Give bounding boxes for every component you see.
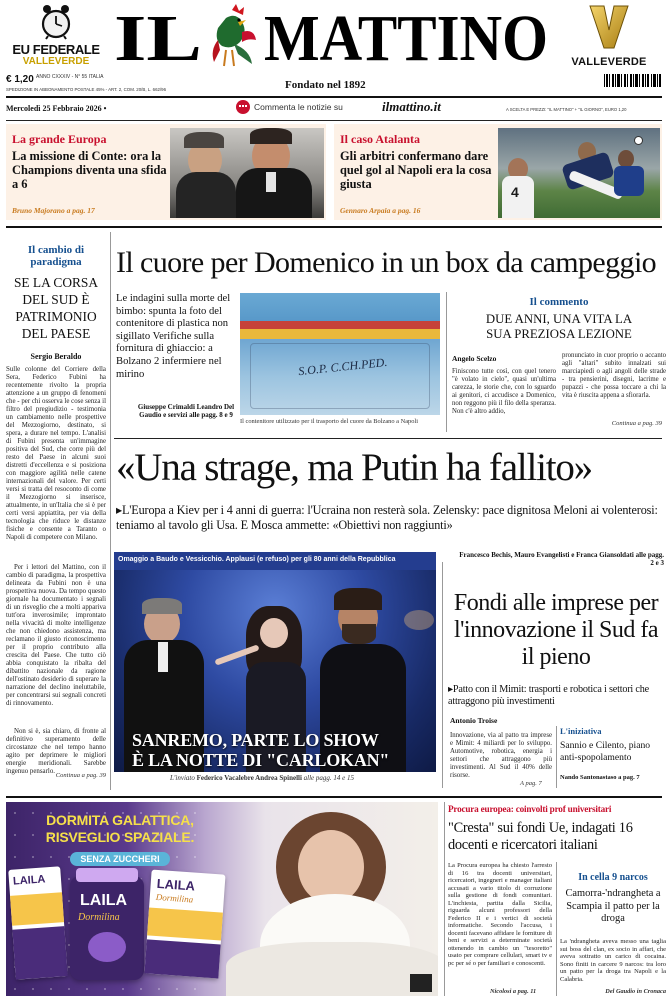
commentary bbox=[452, 292, 666, 434]
masthead-rule bbox=[6, 96, 662, 98]
price-note: ANNO CXXXIV - N° 55 ITALIA bbox=[36, 74, 104, 80]
main-headline[interactable]: «Una strage, ma Putin ha fallito» bbox=[116, 446, 592, 489]
left-column-headline[interactable]: SE LA CORSA DEL SUD È PATRIMONIO DEL PAESE bbox=[13, 275, 99, 341]
camorra-headline: Camorra-'ndrangheta a Scampia il patto per la droga bbox=[565, 888, 661, 924]
sanremo-credit-pages: alle pagg. 14 e 15 bbox=[303, 774, 355, 782]
initiative-headline: Sannio e Cilento, piano anti-spopolamento bbox=[560, 740, 651, 763]
business-headline[interactable]: Fondi alle imprese per l'innovazione il Sud fa il pieno bbox=[453, 590, 659, 670]
initiative-kicker: L'iniziativa bbox=[560, 726, 602, 736]
advert-maker-logo-icon bbox=[410, 974, 432, 992]
procura-kicker: Procura europea: coinvolti prof universitari bbox=[448, 804, 612, 814]
commentary-body: Finiscono tutte così, con quel tenero "è volato in cielo", quasi un'ultima carezza, le storie che, con lo sguardo ai genitori, ci accudisce a Domenico, non reggono più il filo della speranza. Non c'è altro addio, bbox=[452, 368, 556, 415]
initiative-divider bbox=[556, 726, 557, 788]
left-column-kicker: Il cambio di paradigma bbox=[27, 244, 85, 268]
product-box-left: LAILA bbox=[8, 866, 68, 979]
commentary-kicker: Il commento bbox=[529, 296, 589, 308]
teaser-left-headline: La missione di Conte: ora la Champions diventa una sfida a 6 bbox=[12, 149, 167, 191]
founded-line: Fondato nel 1892 bbox=[285, 79, 366, 91]
business-continue[interactable]: A pag. 7 bbox=[520, 780, 542, 787]
atalanta-photo: 4 bbox=[498, 128, 660, 218]
sanremo-credit bbox=[170, 774, 436, 782]
left-column-body: Sulle colonne del Corriere della Sera, Federico Fubini ha recentemente rivolto la propria attenzione a un gruppo di fenomeni che - per chi osserva le cose senza il filtro del pregiudizio - testimonia un cambiamento nelle prospettive del Mezzogiorno, destinato, si spera, a durare nel tempo. L'analisi di Fubini presenta un'immagine positiva del Sud, che corre più del resto del Paese in alcuni suoi distretti d'eccellenza e si posiziona con maggiore agilità nelle catene internazionali del valore. Per certi versi si tratta del resoconto di come il Mezzogiorno si inserisce, attualmente, in un'Italia che si è per certi versi appiattita, per via della tecnologia che riduce le distanze fisiche e consente a Taranto o Napoli di competere con Milano. bbox=[6, 366, 106, 541]
product-jar-brand: LAILA bbox=[80, 892, 128, 909]
heart-box-photo bbox=[240, 293, 440, 415]
teaser-left[interactable] bbox=[6, 124, 326, 220]
teaser-right-headline: Gli arbitri confermano dare quel gol al Napoli era la cosa giusta bbox=[340, 149, 492, 191]
teaser-right[interactable] bbox=[334, 124, 662, 220]
procura-headline[interactable]: "Cresta" sui fondi Ue, indagati 16 docenti e ricercatori italiani bbox=[448, 820, 633, 853]
rooster-logo-icon bbox=[204, 4, 260, 68]
advert-badge: SENZA ZUCCHERI bbox=[70, 852, 170, 866]
business-divider bbox=[442, 562, 443, 788]
left-column-body-2: Per i lettori del Mattino, con il cambio di paradigma, la prospettiva delineata da Fubini non è una prospettiva nuova. Da tempo questo giornale ha documentato i segnali di un risveglio che a molti appariva tutt'ora inverosimile; improntato nella vivacità di molte intelligenze che non chiedono assistenza, ma reclamano il giusto riconoscimento per il proprio contributo alla crescita del Paese. Che tutto ciò abbia conquistato la ribalta del dibattito nazionale da ragione dell'ostinato desiderio di superare la narrazione del declino ineluttabile, per concentrarsi sui segnali concreti di rinnovamento. bbox=[6, 564, 106, 707]
right-promo[interactable] bbox=[556, 4, 662, 70]
business-author: Antonio Troise bbox=[450, 716, 498, 725]
teaser-rule bbox=[6, 226, 662, 228]
box-handwriting: S.O.P. C.CH.PED. bbox=[297, 354, 388, 379]
left-column bbox=[6, 232, 106, 792]
sanremo-headline-1: SANREMO, PARTE LO SHOW bbox=[132, 730, 379, 750]
procura-body: La Procura europea ha chiesto l'arresto di 16 tra docenti universitari, ricercatori, ingegneri e manager italiani accusati a vario titolo di corruzione sulla gestione di fondi comunitari. L'inchiesta, partita dalla Sicilia, riguarda alcuni professori della Federico II e i vertici di società informatiche. Secondo l'accusa, i docenti facevano affidare le forniture di beni e servizi a determinate società ottenendo in cambio un "tesoretto" usato per comprare cellulari, smart tv e pc per sé o per familiari e conoscenti. bbox=[448, 862, 552, 967]
commentary-headline[interactable]: DUE ANNI, UNA VITA LA SUA PREZIOSA LEZIONE bbox=[485, 312, 633, 341]
main-headline-rule bbox=[114, 438, 662, 439]
laila-advert[interactable] bbox=[6, 802, 438, 996]
comment-bubble-dots bbox=[239, 105, 247, 108]
camorra-byline[interactable]: Del Gaudio in Cronaca bbox=[605, 988, 666, 995]
camorra-kicker: In cella 9 narcos bbox=[578, 872, 648, 883]
product-jar-name: Dormilina bbox=[78, 912, 120, 923]
business-body: Innovazione, via al patto tra imprese e Mimit: 4 miliardi per lo sviluppo. Automotive, robotica, energia i settori che attraggono più investimenti. Al Sud il 40% delle risorse. bbox=[450, 732, 552, 779]
sanremo-banner: Omaggio a Baudo e Vessicchio. Applausi (e refuso) per gli 80 anni della Repubblica bbox=[118, 556, 396, 563]
left-column-author: Sergio Beraldo bbox=[30, 352, 82, 361]
postal-note: SPEDIZIONE IN ABBONAMENTO POSTALE 45% - ART. 2, COM. 20/B, L. 662/96 bbox=[6, 87, 167, 92]
initiative-byline: Nando Santonastaso a pag. 7 bbox=[560, 774, 640, 781]
teaser-left-byline: Bruno Majorano a pag. 17 bbox=[12, 206, 95, 215]
teaser-right-kicker: Il caso Atalanta bbox=[340, 132, 421, 146]
advert-slogan-2: RISVEGLIO SPAZIALE. bbox=[45, 829, 195, 845]
left-column-divider bbox=[110, 232, 111, 790]
right-note: A SCELTA E PREZZI: "IL MATTINO" + "IL GIORNO", EURO 1,20 bbox=[506, 107, 627, 112]
sanremo-headline-2: È LA NOTTE DI "CARLOKAN" bbox=[132, 750, 390, 770]
left-promo[interactable] bbox=[6, 4, 106, 70]
lead-byline: Giuseppe Crimaldi Leandro Del Gaudio e servizi alle pagg. 8 e 9 bbox=[137, 403, 235, 420]
commentary-body-2: pronunciato in cuor proprio o accanto agli "altari" subito innalzati sui marciapiedi o agli angoli delle strade - tra pensierini, disegni, lacrime e pupazzi - che possa toccare a chi la vita è riuscita appena a sfiorarla. bbox=[562, 352, 666, 399]
left-column-continue[interactable]: Continua a pag. 39 bbox=[55, 772, 106, 779]
sanremo-credit-lead: L'inviato bbox=[170, 774, 195, 782]
right-promo-brand: VALLEVERDE bbox=[571, 56, 647, 68]
left-column-body-3: Non si è, sia chiaro, di fronte al definitivo superamento delle circostanze che nel tempo hanno agito per deprimere le migliori energie meridionali. Sarebbe ingenuo pensarlo. bbox=[6, 728, 106, 775]
advert-slogan-1: DORMITA GALATTICA, bbox=[46, 812, 194, 828]
product-box-right: LAILA Dormilina bbox=[144, 870, 225, 979]
camorra-divider bbox=[556, 862, 557, 996]
lead-headline[interactable]: Il cuore per Domenico in un box da campeggio bbox=[116, 246, 657, 279]
valleverde-logo-icon bbox=[588, 4, 630, 50]
comment-prompt[interactable] bbox=[236, 100, 476, 116]
svg-text:MATTINO: MATTINO bbox=[264, 4, 548, 68]
date-line: Mercoledì 25 Febbraio 2026 • bbox=[6, 104, 107, 113]
advert-photo bbox=[236, 802, 438, 996]
site-name[interactable]: ilmattino.it bbox=[382, 99, 441, 114]
barcode-icon bbox=[604, 74, 662, 90]
camorra-body: La 'ndrangheta aveva messo una taglia sui boss del clan, ex socio in affari, che aveva sottratto un carico di cocaina. Sono finiti in carcere 9 narcos: tra loro un patto per la droga tra Napoli e la Calabria. bbox=[560, 938, 666, 983]
clock-icon bbox=[40, 4, 72, 40]
comment-prompt-text: Commenta le notizie su bbox=[254, 102, 343, 112]
svg-text:IL: IL bbox=[114, 4, 202, 68]
price: € 1,20 bbox=[6, 74, 34, 85]
camorra[interactable] bbox=[560, 872, 666, 998]
commentary-continue[interactable]: Continua a pag. 39 bbox=[611, 420, 662, 427]
product-jar bbox=[70, 876, 144, 980]
business-deck: ▸Patto con il Mimit: trasporti e robotica i settori che attraggono più investimenti bbox=[448, 684, 649, 708]
sanremo-credit-names: Federico Vacalebre Andrea Spinelli bbox=[196, 774, 302, 782]
masthead-title[interactable] bbox=[112, 4, 552, 68]
left-promo-title: EU FEDERALE bbox=[12, 42, 100, 57]
bottom-section-rule bbox=[6, 796, 662, 798]
lead-photo-caption: Il contenitore utilizzato per il trasporto del cuore da Bolzano a Napoli bbox=[240, 418, 418, 425]
lead-summary: Le indagini sulla morte del bimbo: spunta la foto del contenitore di plastica non sigillato Verifiche sulla fornitura di ghiaccio: a Bolzano 2 infermiere nel mirino bbox=[116, 293, 231, 380]
advert-divider bbox=[444, 802, 445, 996]
commentary-divider bbox=[446, 292, 447, 432]
teaser-right-byline: Gennaro Arpaia a pag. 16 bbox=[340, 206, 421, 215]
initiative[interactable] bbox=[560, 726, 666, 788]
conte-photo bbox=[170, 128, 324, 218]
teaser-left-kicker: La grande Europa bbox=[12, 132, 107, 146]
commentary-author: Angelo Scelzo bbox=[452, 354, 497, 363]
procura-byline[interactable]: Nicolosi a pag. 11 bbox=[490, 988, 537, 995]
sanremo-block[interactable] bbox=[114, 552, 436, 772]
left-promo-brand: VALLEVERDE bbox=[22, 56, 90, 67]
date-rule bbox=[6, 120, 662, 121]
main-byline: Francesco Bechis, Mauro Evangelisti e Franca Giansoldati alle pagg. 2 e 3 bbox=[459, 551, 664, 568]
main-deck: ▸L'Europa a Kiev per i 4 anni di guerra: l'Ucraina non resterà sola. Zelensky: pace dignitosa Meloni ai volenterosi: teniamo al tavolo gli Usa. E Mosca ammette: «Obiettivi non raggiunti» bbox=[116, 503, 658, 533]
